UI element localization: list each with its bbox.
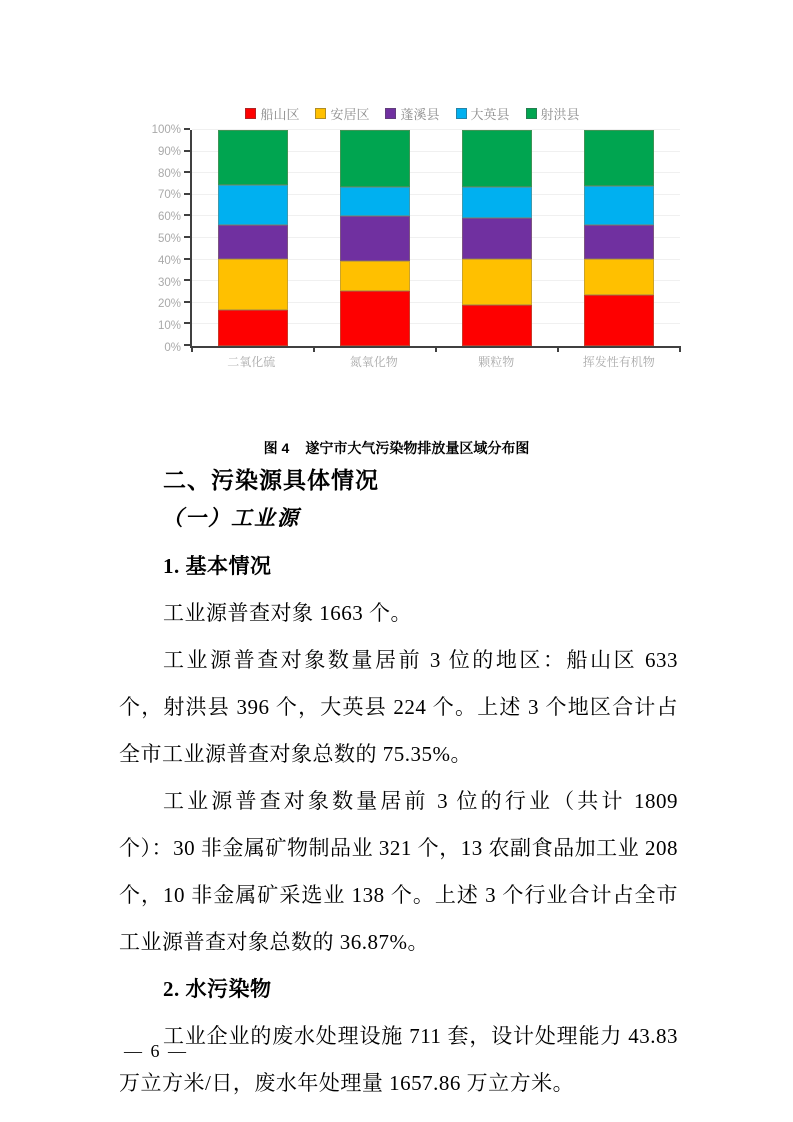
y-axis-tick xyxy=(184,279,190,281)
bar-segment-大英县 xyxy=(218,185,289,225)
x-tick-label: 挥发性有机物 xyxy=(582,355,655,369)
legend-swatch-icon xyxy=(456,108,467,119)
category-slot xyxy=(558,130,680,346)
category-slot xyxy=(436,130,558,346)
bar-segment-蓬溪县 xyxy=(584,225,655,258)
bar-segment-船山区 xyxy=(584,295,655,346)
bar-segment-蓬溪县 xyxy=(218,225,289,258)
legend-label: 大英县 xyxy=(470,106,510,122)
legend-label: 船山区 xyxy=(260,106,300,122)
bar-segment-安居区 xyxy=(584,259,655,296)
y-axis-labels xyxy=(145,124,185,354)
y-axis-tick xyxy=(184,214,190,216)
paragraph: 工业企业的废水处理设施 711 套，设计处理能力 43.83 万立方米/日，废水年处理量 1657.86 万立方米。 xyxy=(119,1024,678,1095)
bar-segment-蓬溪县 xyxy=(462,218,533,259)
body-text-block xyxy=(119,543,678,1107)
figure-caption-title: 遂宁市大气污染物排放量区域分布图 xyxy=(305,440,530,456)
x-axis-labels xyxy=(190,353,680,370)
y-axis-tick xyxy=(184,171,190,173)
paragraph: 工业源普查对象数量居前 3 位的行业（共计 1809 个）：30 非金属矿物制品业 321 个，13 农副食品加工业 208 个，10 非金属矿采选业 138 个。上述 3 个行业合计占全市工业源普查对象总数的 36.87%。 xyxy=(119,789,678,954)
x-axis-tick xyxy=(435,346,437,352)
bar-segment-大英县 xyxy=(340,187,411,216)
legend-item xyxy=(245,104,299,123)
stacked-bar-氮氧化物 xyxy=(340,130,411,346)
x-tick-label: 颗粒物 xyxy=(478,355,515,369)
bar-segment-射洪县 xyxy=(218,130,289,185)
bar-segment-大英县 xyxy=(584,186,655,225)
subsection-heading: （一）工业源 xyxy=(162,506,300,530)
y-tick-label: 20% xyxy=(157,298,181,311)
y-tick-label: 60% xyxy=(157,211,181,224)
bar-segment-安居区 xyxy=(462,259,533,305)
x-axis-tick xyxy=(679,346,681,352)
stacked-bar-颗粒物 xyxy=(462,130,533,346)
legend-item xyxy=(315,104,369,123)
paragraph: 工业源普查对象 1663 个。 xyxy=(163,601,412,625)
chart-legend xyxy=(145,104,680,122)
bar-segment-安居区 xyxy=(340,261,411,291)
legend-label: 射洪县 xyxy=(540,106,580,122)
x-tick-label: 二氧化硫 xyxy=(227,355,276,369)
category-slot xyxy=(314,130,436,346)
chart-plot-row xyxy=(145,124,680,354)
legend-label: 安居区 xyxy=(330,106,370,122)
item-heading-basic-info: 1. 基本情况 xyxy=(163,554,272,578)
bar-segment-射洪县 xyxy=(584,130,655,186)
bar-segment-射洪县 xyxy=(462,130,533,187)
legend-label: 蓬溪县 xyxy=(400,106,440,122)
y-tick-label: 0% xyxy=(164,342,181,354)
y-tick-label: 30% xyxy=(157,276,181,289)
legend-item xyxy=(526,104,580,123)
y-axis-tick xyxy=(184,150,190,152)
y-axis-tick xyxy=(184,258,190,260)
page-number: — 6 — xyxy=(124,1041,188,1061)
stacked-bar-挥发性有机物 xyxy=(584,130,655,346)
bar-segment-船山区 xyxy=(218,310,289,346)
section-heading: 二、污染源具体情况 xyxy=(163,467,379,493)
legend-swatch-icon xyxy=(385,108,396,119)
y-axis-tick xyxy=(184,344,190,346)
y-tick-label: 70% xyxy=(157,189,181,202)
bar-segment-船山区 xyxy=(462,305,533,346)
figure-caption xyxy=(0,438,793,458)
x-tick-label: 氮氧化物 xyxy=(349,355,398,369)
legend-swatch-icon xyxy=(315,108,326,119)
item-heading-water-pollutants: 2. 水污染物 xyxy=(163,977,272,1001)
legend-item xyxy=(456,104,510,123)
legend-item xyxy=(385,104,439,123)
stacked-bar-二氧化硫 xyxy=(218,130,289,346)
bar-segment-船山区 xyxy=(340,291,411,346)
y-tick-label: 100% xyxy=(151,124,181,136)
y-axis-tick xyxy=(184,301,190,303)
bar-segment-射洪县 xyxy=(340,130,411,187)
y-axis-tick xyxy=(184,193,190,195)
y-tick-label: 90% xyxy=(157,145,181,158)
bars-container xyxy=(192,130,680,346)
y-axis-tick xyxy=(184,236,190,238)
legend-swatch-icon xyxy=(245,108,256,119)
x-axis-tick xyxy=(557,346,559,352)
x-axis-tick xyxy=(191,346,193,352)
legend-swatch-icon xyxy=(526,108,537,119)
x-axis-tick xyxy=(313,346,315,352)
paragraph: 工业源普查对象数量居前 3 位的地区：船山区 633 个，射洪县 396 个，大英县 224 个。上述 3 个地区合计占全市工业源普查对象总数的 75.35%。 xyxy=(119,648,678,766)
category-slot xyxy=(192,130,314,346)
figure-caption-label: 图 4 xyxy=(263,440,290,456)
y-axis-tick xyxy=(184,322,190,324)
y-tick-label: 10% xyxy=(157,320,181,333)
y-tick-label: 50% xyxy=(157,233,181,245)
figure-chart xyxy=(145,104,680,370)
y-axis-tick xyxy=(184,128,190,130)
y-tick-label: 80% xyxy=(157,167,181,180)
bar-segment-蓬溪县 xyxy=(340,216,411,260)
bar-segment-安居区 xyxy=(218,259,289,311)
y-tick-label: 40% xyxy=(157,254,181,267)
bar-segment-大英县 xyxy=(462,187,533,217)
chart-plot-area xyxy=(190,130,680,348)
